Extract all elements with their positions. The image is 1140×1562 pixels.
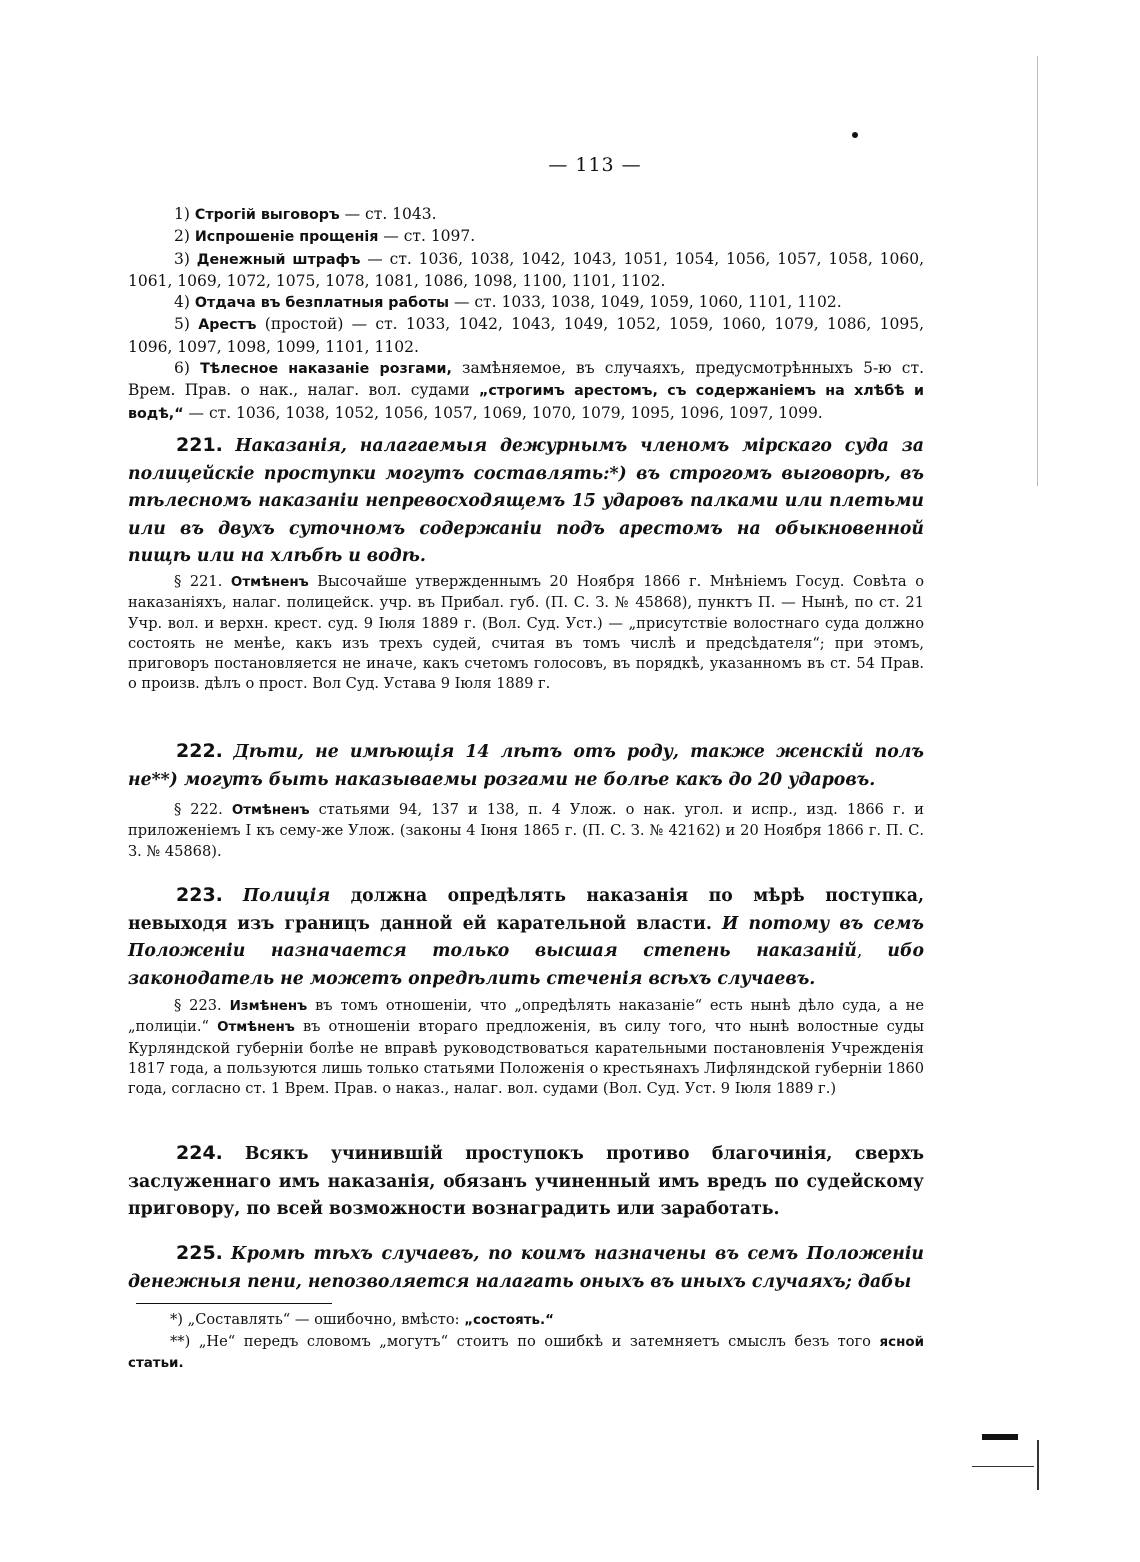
footnote-rule	[136, 1303, 332, 1304]
list-item-term: Строгій выговоръ	[194, 207, 340, 223]
note-text: Высочайше утвержденнымъ 20 Ноября 1866 г. Мнѣніемъ Госуд. Совѣта о наказаніяхъ, налаг. полицейск. учр. въ Прибал. губ. (П. С. З. № 45868), пунктъ П. — Нынѣ, по ст. 21 Учр. вол. и верхн. крест. суд. 9 Іюля 1889 г. (Вол. Суд. Уст.) — „присутствіе волостнаго суда должно состоять не менѣе, какъ изъ трехъ судей, считая въ томъ числѣ и предсѣдателя“; при этомъ, приговоръ постановляется не иначе, какъ счетомъ голосовъ, въ порядкѣ, указанномъ въ ст. 54 Прав. о произв. дѣлъ о прост. Вол Суд. Устава 9 Іюля 1889 г.	[128, 573, 924, 693]
article-text: Всякъ учинившій проступокъ противо благочинія, сверхъ заслуженнаго имъ наказанія, обязанъ учиненный имъ вредъ по судейскому приговору, по всей возможности вознаградить или заработать.	[128, 1144, 925, 1219]
note-221: § 221. Отмѣненъ Высочайше утвержденнымъ 20 Ноября 1866 г. Мнѣніемъ Госуд. Совѣта о наказаніяхъ, налаг. полицейск. учр. въ Прибал. губ. (П. С. З. № 45868), пунктъ П. — Нынѣ, по ст. 21 Учр. вол. и верхн. крест. суд. 9 Іюля 1889 г. (Вол. Суд. Уст.) — „присутствіе волостнаго суда должно состоять не менѣе, какъ изъ трехъ судей, считая въ томъ числѣ и предсѣдателя“; при этомъ, приговоръ постановляется не иначе, какъ счетомъ голосовъ, въ порядкѣ, указанномъ въ ст. 54 Прав. о произв. дѣлъ о прост. Вол Суд. Устава 9 Іюля 1889 г.	[128, 573, 924, 693]
article-224	[128, 1140, 924, 1224]
footnote: *) „Составлять“ — ошибочно, вмѣсто: „состоять.“	[170, 1311, 554, 1328]
note-status: Отмѣненъ	[217, 1020, 295, 1036]
article-225	[128, 1240, 924, 1296]
article-text: Наказанія, налагаемыя дежурнымъ членомъ мірскаго суда за полицейскіе проступки могутъ составлять:*) въ строгомъ выговорѣ, въ тѣлесномъ наказаніи непревосходящемъ 15 ударовъ палками или плетьми или въ двухъ суточномъ содержаніи подъ арестомъ на обыкновенной пищѣ или на хлѣбѣ и водѣ.	[128, 436, 924, 566]
note-status: Измѣненъ	[229, 999, 308, 1014]
scan-mark	[972, 1466, 1034, 1467]
article-text: Кромѣ тѣхъ случаевъ, по коимъ назначены въ семъ Положеніи денежныя пени, непозволяется налагать оныхъ въ иныхъ случаяхъ; дабы	[128, 1244, 924, 1292]
note-status: Отмѣненъ	[231, 803, 310, 818]
list-item-term: Испрошеніе прощенія	[194, 229, 379, 246]
note-223: § 223. Измѣненъ въ томъ отношеніи, что „опредѣлять наказаніе“ есть нынѣ дѣло суда, а не „полиціи.“ Отмѣненъ въ отношеніи втораго предложенія, въ силу того, что нынѣ волостные суды Курляндской губерніи болѣе не вправѣ руководствоваться карательными постановленія Учрежденія 1817 года, а пользуются лишь только статьями Положенія о крестьянахъ Лифляндской губерніи 1860 года, согласно ст. 1 Врем. Прав. о наказ., налаг. вол. судами (Вол. Суд. Уст. 9 Іюля 1889 г.)	[128, 997, 925, 1098]
list-item: 5) Арестъ (простой) — ст. 1033, 1042, 1043, 1049, 1052, 1059, 1060, 1079, 1086, 1095, 1096, 1097, 1098, 1099, 1101, 1102.	[128, 315, 924, 356]
note-text: статьями 94, 137 и 138, п. 4 Улож. о нак. угол. и испр., изд. 1866 г. и приложеніемъ I къ сему-же Улож. (законы 4 Іюня 1865 г. (П. С. З. № 42162) и 20 Ноября 1866 г. П. С. З. № 45868).	[128, 801, 924, 860]
article-number: 225.	[176, 1242, 223, 1264]
article-number: 224.	[176, 1142, 223, 1164]
article-222	[128, 738, 924, 794]
list-item: 4) Отдача въ безплатныя работы — ст. 1033, 1038, 1049, 1059, 1060, 1101, 1102.	[174, 293, 842, 312]
article-text: Дѣти, не имѣющія 14 лѣтъ отъ роду, также женскій полъ не**) могутъ быть наказываемы розгами не болѣе какъ до 20 ударовъ.	[128, 742, 924, 790]
ink-smudge	[982, 1434, 1018, 1440]
article-number: 222.	[176, 740, 223, 762]
article-number: 221.	[176, 434, 223, 456]
punishment-list	[128, 204, 924, 425]
scan-margin-line	[1037, 56, 1038, 486]
list-item-term: Тѣлесное наказаніе розгами,	[200, 361, 452, 378]
list-item-term: Отдача въ безплатныя работы	[194, 295, 450, 312]
list-item-term: Денежный штрафъ	[196, 251, 361, 268]
note-status: Отмѣненъ	[230, 575, 309, 590]
note-222: § 222. Отмѣненъ статьями 94, 137 и 138, п. 4 Улож. о нак. угол. и испр., изд. 1866 г. и приложеніемъ I къ сему-же Улож. (законы 4 Іюня 1865 г. (П. С. З. № 42162) и 20 Ноября 1866 г. П. С. З. № 45868).	[128, 801, 924, 860]
scan-margin-line	[1037, 1440, 1039, 1490]
footnotes	[128, 1310, 924, 1375]
list-item-term: Арестъ	[198, 317, 257, 334]
page-number: — 113 —	[548, 154, 642, 176]
list-item: 6) Тѣлесное наказаніе розгами, замѣняемое, въ случаяхъ, предусмотрѣнныхъ 5-ю ст. Врем. Прав. о нак., налаг. вол. судами „строгимъ арестомъ, съ содержаніемъ на хлѣбѣ и водѣ,“ — ст. 1036, 1038, 1052, 1056, 1057, 1069, 1070, 1079, 1095, 1096, 1097, 1099.	[128, 359, 924, 422]
ink-dot	[852, 132, 858, 138]
list-item: 2) Испрошеніе прощенія — ст. 1097.	[174, 227, 476, 246]
list-item: 1) Строгій выговоръ — ст. 1043.	[174, 205, 437, 223]
article-221	[128, 432, 924, 571]
list-item: 3) Денежный штрафъ — ст. 1036, 1038, 1042, 1043, 1051, 1054, 1056, 1057, 1058, 1060, 1061, 1069, 1072, 1075, 1078, 1081, 1086, 1098, 1100, 1101, 1102.	[128, 249, 924, 290]
footnote: **) „Не“ передъ словомъ „могутъ“ стоитъ по ошибкѣ и затемняетъ смыслъ безъ того ясной статьи.	[128, 1332, 924, 1371]
article-number: 223.	[176, 884, 223, 906]
article-223: 223. Полиція должна опредѣлять наказанія по мѣрѣ поступка, невыходя изъ границъ данной ей карательной власти. И потому въ семъ Положеніи назначается только высшая степень наказаній, ибо законодатель не можетъ опредѣлить стеченія всѣхъ случаевъ.	[128, 884, 924, 989]
